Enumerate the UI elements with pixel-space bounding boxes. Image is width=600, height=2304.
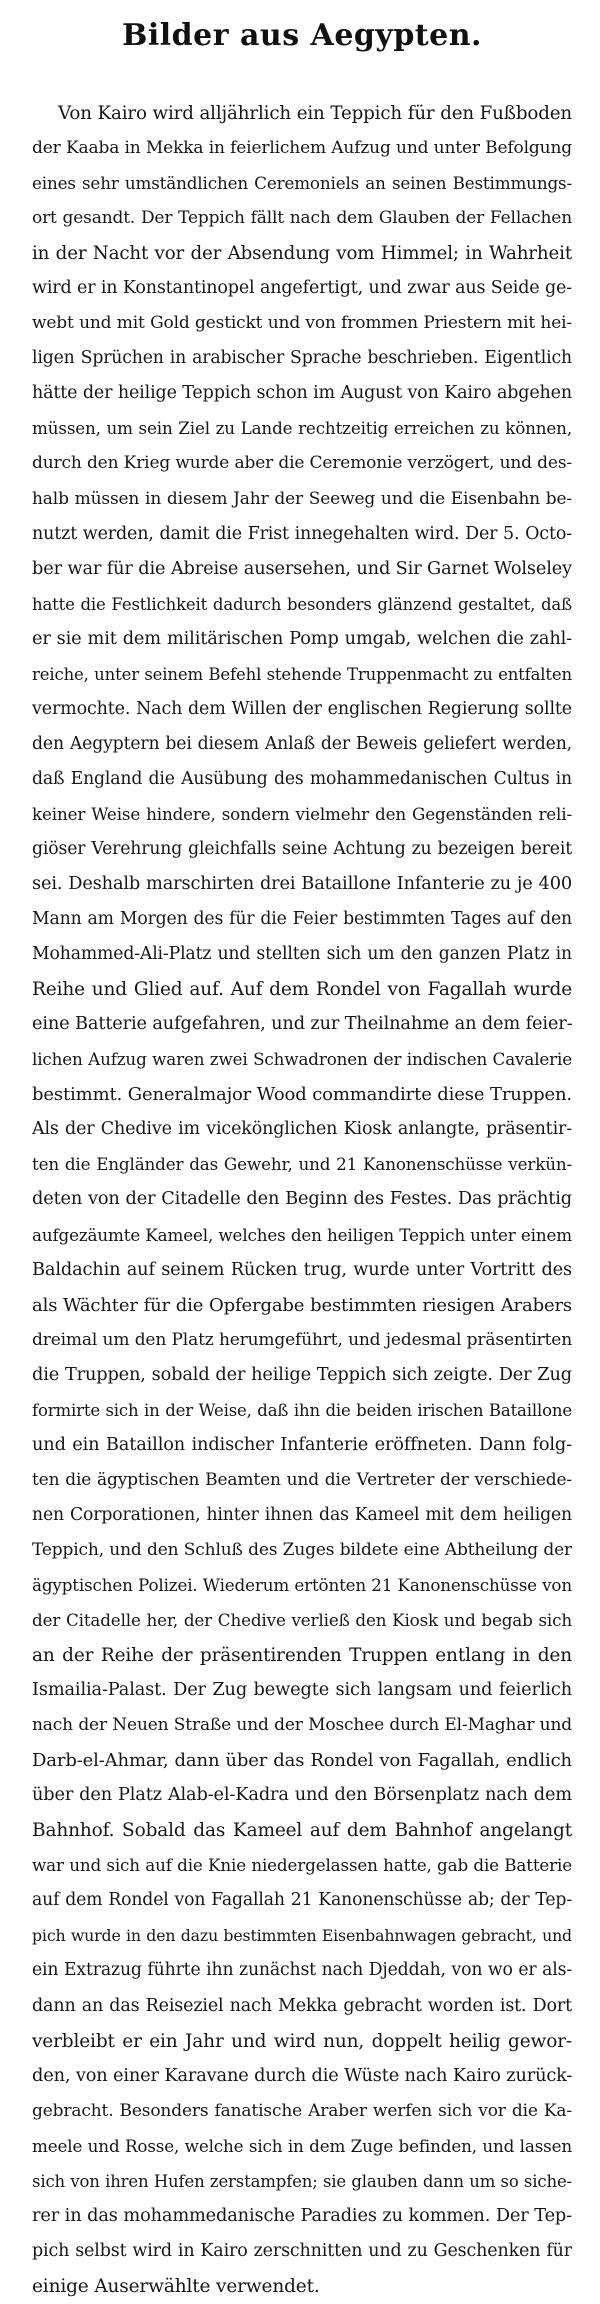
article-line: Darb-el-Ahmar, dann über das Rondel von Fagallah, endlich [32, 1750, 572, 1772]
article-line: deten von der Citadelle den Beginn des Festes. Das prächtig [32, 1189, 572, 1210]
article-line: ten die ägyptischen Beamten und die Vertreter der verschiede- [32, 1469, 572, 1490]
article-line: über den Platz Alab-el-Kadra und den Börsenplatz nach dem [32, 1785, 572, 1806]
article-line: pich wurde in den dazu bestimmten Eisenbahnwagen gebracht, und [32, 1926, 572, 1946]
article-line: müssen, um sein Ziel zu Lande rechtzeitig erreichen zu können, [32, 418, 572, 439]
article-line: Baldachin auf seinem Rücken trug, wurde unter Vortritt des [32, 1259, 572, 1280]
article-line: aufgezäumte Kameel, welches den heiligen Teppich unter einem [32, 1224, 572, 1245]
article-line: sich von ihren Hufen zerstampfen; sie glauben dann um so siche- [32, 2171, 572, 2191]
article-line: webt und mit Gold gestickt und von frommen Priestern mit hei- [32, 313, 572, 334]
article-line: der Kaaba in Mekka in feierlichem Aufzug und unter Befolgung [32, 138, 572, 159]
article-line: lichen Aufzug waren zwei Schwadronen der indischen Cavalerie [32, 1049, 572, 1070]
article-line: ten die Engländer das Gewehr, und 21 Kanonenschüsse verkün- [32, 1154, 572, 1175]
article-line: Mohammed-Ali-Platz und stellten sich um den ganzen Platz in [32, 944, 572, 965]
article-line: auf dem Rondel von Fagallah 21 Kanonenschüsse ab; der Tep- [32, 1890, 572, 1911]
article-line: war und sich auf die Knie niedergelassen hatte, gab die Batterie [32, 1855, 572, 1876]
article-line: daß England die Ausübung des mohammedanischen Cultus in [32, 768, 572, 789]
article-line: hätte der heilige Teppich schon im August von Kairo abgehen [32, 383, 572, 404]
article-line: giöser Verehrung gleichfalls seine Achtung zu bezeigen bereit [32, 838, 572, 859]
article-line: den, von einer Karavane durch die Wüste nach Kairo zurück- [32, 2065, 572, 2086]
article-line: bestimmt. Generalmajor Wood commandirte diese Truppen. [32, 1084, 572, 1106]
article-line: nach der Neuen Straße und der Moschee durch El-Maghar und [32, 1715, 572, 1736]
article-line: er sie mit dem militärischen Pomp umgab, welchen die zahl- [32, 628, 572, 649]
article-line: einige Auserwählte verwendet. [32, 2275, 320, 2297]
article-line: Ismailia-Palast. Der Zug bewegte sich langsam und feierlich [32, 1680, 572, 1701]
article-line: an der Reihe der präsentirenden Truppen entlang in den [32, 1645, 572, 1667]
article-line: Von Kairo wird alljährlich ein Teppich für den Fußboden [58, 103, 572, 124]
article-line: keiner Weise hindere, sondern vielmehr den Gegenständen reli- [32, 803, 572, 824]
article-line: formirte sich in der Weise, daß ihn die beiden irischen Bataillone [32, 1400, 572, 1420]
article-line: eine Batterie aufgefahren, und zur Theilnahme an dem feier- [32, 1014, 572, 1035]
article-line: Mann am Morgen des für die Feier bestimmten Tages auf den [32, 909, 572, 930]
article-line: dreimal um den Platz herumgeführt, und jedesmal präsentirten [32, 1329, 572, 1350]
article-line: ägyptischen Polizei. Wiederum ertönten 21 Kanonenschüsse von [32, 1574, 572, 1595]
article-line: verbleibt er ein Jahr und wird nun, doppelt heilig gewor- [32, 2030, 572, 2052]
article-line: ligen Sprüchen in arabischer Sprache beschrieben. Eigentlich [32, 348, 572, 369]
article-body [32, 96, 572, 2304]
article-line: durch den Krieg wurde aber die Ceremonie verzögert, und des- [32, 453, 572, 474]
article-line: ber war für die Abreise ausersehen, und Sir Garnet Wolseley [32, 558, 572, 579]
article-line: in der Nacht vor der Absendung vom Himmel; in Wahrheit [32, 243, 572, 265]
article-line: Bahnhof. Sobald das Kameel auf dem Bahnhof angelangt [32, 1820, 572, 1842]
article-line: nen Corporationen, hinter ihnen das Kameel mit dem heiligen [32, 1504, 572, 1525]
article-line: pich selbst wird in Kairo zerschnitten und zu Geschenken für [32, 2240, 572, 2261]
article-line: sei. Deshalb marschirten drei Bataillone Infanterie zu je 400 [32, 874, 572, 895]
article-line: eines sehr umständlichen Ceremoniels an seinen Bestimmungs- [32, 173, 572, 194]
article-line: Teppich, und den Schluß des Zuges bildete eine Abtheilung der [32, 1539, 572, 1560]
article-line: den Aegyptern bei diesem Anlaß der Beweis geliefert werden, [32, 733, 572, 754]
article-line: halb müssen in diesem Jahr der Seeweg und die Eisenbahn be- [32, 488, 572, 509]
article-line: vermochte. Nach dem Willen der englischen Regierung sollte [32, 698, 572, 719]
article-line: reiche, unter seinem Befehl stehende Truppenmacht zu entfalten [32, 664, 572, 684]
article-line: nutzt werden, damit die Frist innegehalten wird. Der 5. Octo- [32, 523, 572, 544]
article-line: der Citadelle her, der Chedive verließ den Kiosk und begab sich [32, 1610, 572, 1631]
article-line: hatte die Festlichkeit dadurch besonders glänzend gestaltet, daß [32, 594, 572, 614]
article-line: gebracht. Besonders fanatische Araber werfen sich vor die Ka- [32, 2100, 572, 2121]
article-line: ein Extrazug führte ihn zunächst nach Djeddah, von wo er als- [32, 1960, 572, 1981]
article-line: und ein Bataillon indischer Infanterie eröffneten. Dann folg- [32, 1434, 572, 1455]
article-line: dann an das Reiseziel nach Mekka gebracht worden ist. Dort [32, 1995, 572, 2016]
article-line: Reihe und Glied auf. Auf dem Rondel von Fagallah wurde [32, 979, 572, 1001]
article-line: Als der Chedive im vicekönglichen Kiosk anlangte, präsentir- [32, 1119, 572, 1140]
article-line: meele und Rosse, welche sich in dem Zuge befinden, und lassen [32, 2135, 572, 2156]
article-line: als Wächter für die Opfergabe bestimmten riesigen Arabers [32, 1294, 572, 1316]
article-line: die Truppen, sobald der heilige Teppich sich zeigte. Der Zug [32, 1364, 572, 1385]
article-title: Bilder aus Aegypten. [122, 18, 482, 53]
article-line: ort gesandt. Der Teppich fällt nach dem Glauben der Fellachen [32, 208, 572, 229]
article-line: rer in das mohammedanische Paradies zu kommen. Der Tep- [32, 2205, 572, 2226]
article-line: wird er in Konstantinopel angefertigt, und zwar aus Seide ge- [32, 278, 572, 299]
